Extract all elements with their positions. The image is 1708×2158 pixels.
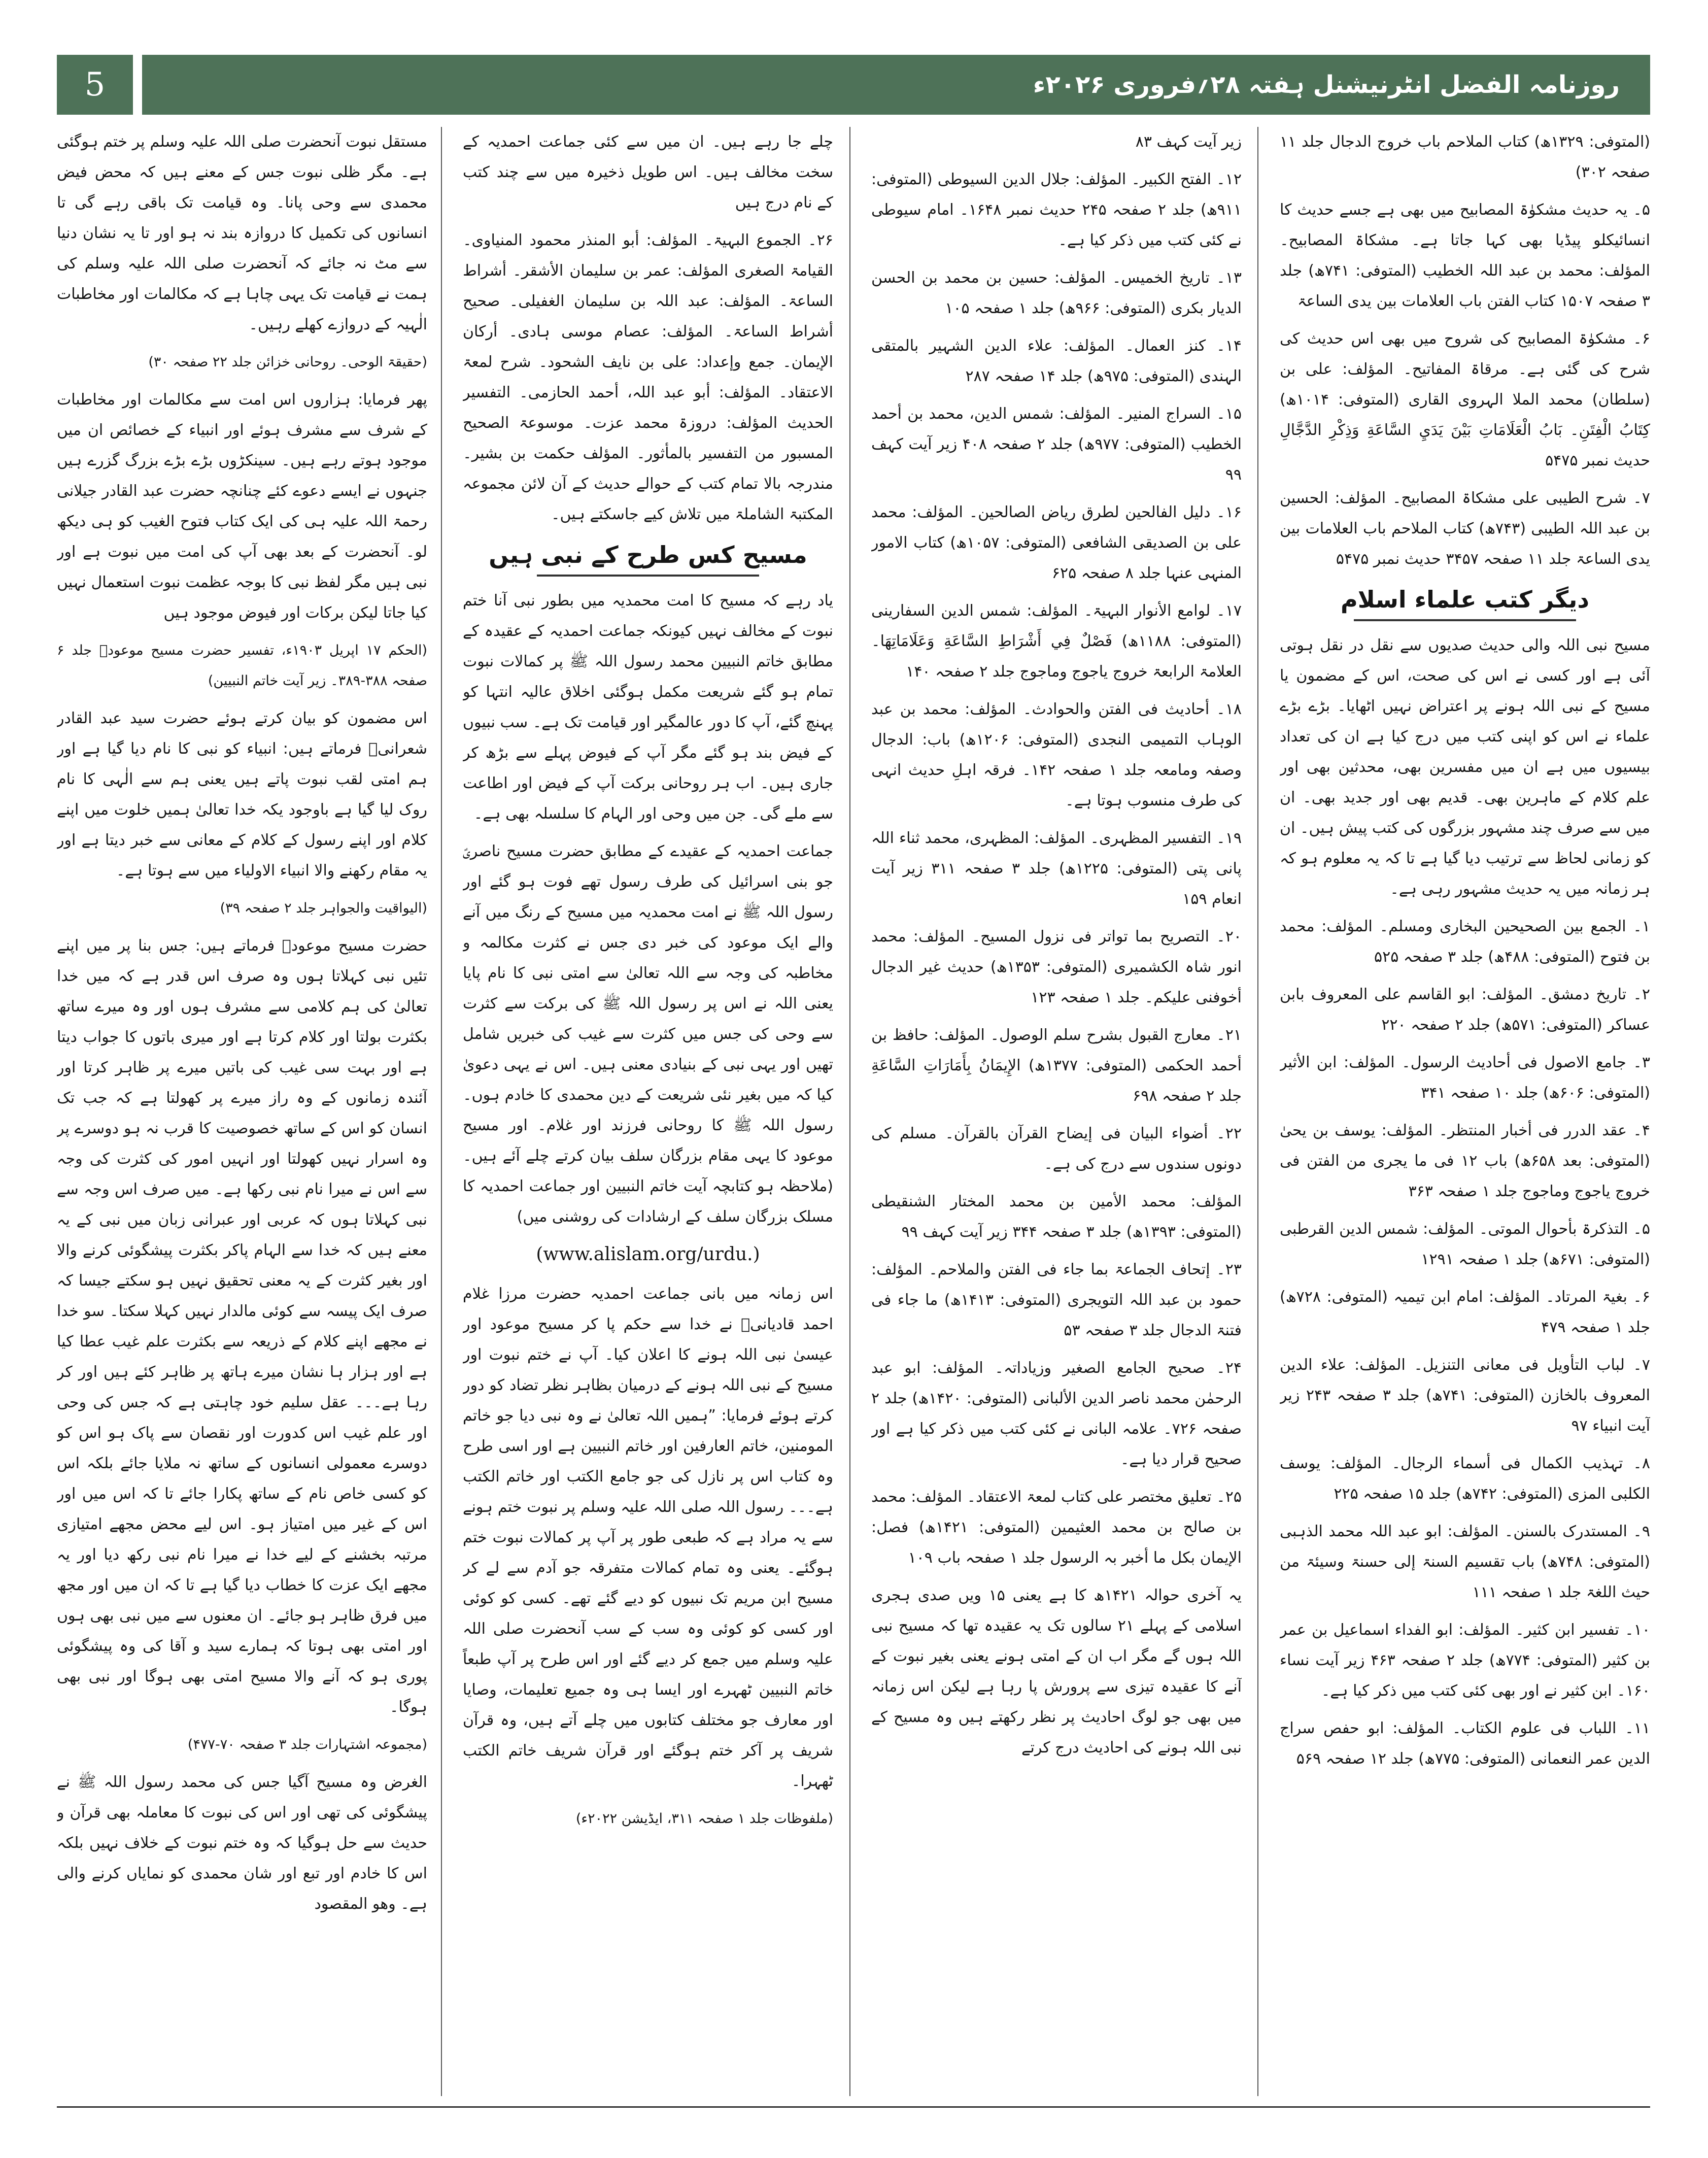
paragraph: ۱۳۔ تاریخ الخمیس۔ المؤلف: حسین بن محمد بن الحسن الدیار بکری (المتوفی: ۹۶۶ھ) جلد ۱ صفحہ ۱۰۵ (871, 269, 1242, 317)
paragraph: ۱۔ الجمع بین الصحیحین البخاری ومسلم۔ المؤلف: محمد بن فتوح (المتوفی: ۴۸۸ھ) جلد ۳ صفحہ ۵۲۵ (1280, 918, 1650, 966)
paragraph: ۹۔ المستدرک بالسنن۔ المؤلف: ابو عبد اللہ محمد الذہبی (المتوفی: ۷۴۸ھ) باب تقسیم السنۃ إلی حسنۃ وسیئۃ من حیث اللغۃ جلد ۱ صفحہ ۱۱۱ (1280, 1523, 1650, 1601)
reference: (ملفوظات جلد ۱ صفحہ ۳۱۱، ایڈیشن ۲۰۲۲ء) (575, 1811, 833, 1827)
paragraph: المؤلف: محمد الأمین بن محمد المختار الشنقیطی (المتوفی: ۱۳۹۳ھ) جلد ۳ صفحہ ۳۴۴ زیر آیت کہف ۹۹ (871, 1193, 1242, 1241)
paragraph: یاد رہے کہ مسیح کا امت محمدیہ میں بطور نبی آنا ختم نبوت کے مخالف نہیں کیونکہ جماعت احمدیہ کے عقیدہ کے مطابق خاتم النبیین محمد رسول اللہ ﷺ پر کمالات نبوت تمام ہو گئے شریعت مکمل ہوگئی اخلاق عالیہ انتہا کو پہنچ گئے، آپ کا دور عالمگیر اور قیامت تک ہے۔ سب نبیوں کے فیض بند ہو گئے مگر آپ کے فیوض پہلے سے بڑھ کر جاری ہیں۔ اب ہر روحانی برکت آپ کے فیض اور اطاعت سے ملے گی۔ جن میں وحی اور الہام کا سلسلہ بھی ہے۔ (463, 592, 833, 823)
paragraph: ۲۶۔ الجموع البہیۃ۔ المؤلف: أبو المنذر محمود المنیاوی۔ القیامۃ الصغری المؤلف: عمر بن سلیمان الأشقر۔ أشراط الساعۃ۔ المؤلف: عبد اللہ بن سلیمان الغفیلی۔ صحیح أشراط الساعۃ۔ المؤلف: عصام موسی ہادی۔ أرکان الإیمان۔ جمع وإعداد: علی بن نایف الشحود۔ شرح لمعۃ الاعتقاد۔ المؤلف: أبو عبد اللہ، أحمد الحازمی۔ التفسیر الحدیث المؤلف: دروزۃ محمد عزت۔ موسوعۃ الصحیح المسبور من التفسیر بالمأثور۔ المؤلف حکمت بن بشیر۔ مندرجہ بالا تمام کتب کے حوالے حدیث کے آن لائن مجموعہ المکتبۃ الشاملۃ میں تلاش کیے جاسکتے ہیں۔ (463, 231, 833, 523)
reference: (الیواقیت والجواہر جلد ۲ صفحہ ۳۹) (220, 900, 427, 916)
heading-underline (1354, 619, 1576, 621)
paragraph: ۱۴۔ کنز العمال۔ المؤلف: علاء الدین الشہیر بالمتقی الہندی (المتوفی: ۹۷۵ھ) جلد ۱۴ صفحہ ۲۸۷ (871, 337, 1242, 385)
paragraph: جماعت احمدیہ کے عقیدے کے مطابق حضرت مسیح ناصریؑ جو بنی اسرائیل کی طرف رسول تھے فوت ہو گئے اور رسول اللہ ﷺ نے امت محمدیہ میں مسیح کے رنگ میں آنے والے ایک موعود کی خبر دی جس نے کثرت مکالمہ و مخاطبہ کی وجہ سے اللہ تعالیٰ سے امتی نبی کا نام پایا یعنی اللہ نے اس پر رسول اللہ ﷺ کی برکت سے کثرت سے وحی کی جس میں کثرت سے غیب کی خبریں شامل تھیں اور یہی نبی کے بنیادی معنی ہیں۔ اس نے یہی دعویٰ کیا کہ میں بغیر نئی شریعت کے دین محمدی کا خادم ہوں۔ رسول اللہ ﷺ کا روحانی فرزند اور غلام۔ اور مسیح موعود کا یہی مقام بزرگان سلف بیان کرتے چلے آئے ہیں۔ (ملاحظہ ہو کتابچہ آیت خاتم النبیین اور جماعت احمدیہ کا مسلک بزرگان سلف کے ارشادات کی روشنی میں) (463, 842, 833, 1226)
column-1 (1280, 127, 1650, 2096)
column-divider (1257, 127, 1258, 2096)
section-heading-text: مسیح کس طرح کے نبی ہیں (489, 541, 807, 568)
paragraph: ۱۱۔ اللباب فی علوم الکتاب۔ المؤلف: ابو حفص سراج الدین عمر النعمانی (المتوفی: ۷۷۵ھ) جلد ۱۲ صفحہ ۵۶۹ (1280, 1719, 1650, 1768)
section-heading (1280, 582, 1650, 621)
paragraph: یہ آخری حوالہ ۱۴۲۱ھ کا ہے یعنی ۱۵ ویں صدی ہجری اسلامی کے پہلے ۲۱ سالوں تک یہ عقیدہ تھا کہ مسیح نبی اللہ ہوں گے مگر اب ان کے امتی ہونے یعنی بغیر نبوت کے آنے کا عقیدہ تیزی سے پرورش پا رہا ہے لیکن اس زمانہ میں بھی جو لوگ احادیث پر نظر رکھتے ہیں وہ مسیح کے نبی اللہ ہونے کی احادیث درج کرتے (871, 1587, 1242, 1757)
section-heading (463, 537, 833, 577)
paragraph: ۲۰۔ التصریح بما تواتر فی نزول المسیح۔ المؤلف: محمد انور شاہ الکشمیری (المتوفی: ۱۳۵۳ھ) حدیث غیر الدجال أخوفنی علیکم۔ جلد ۱ صفحہ ۱۲۳ (871, 928, 1242, 1006)
column-4 (57, 127, 427, 2096)
paragraph: ۶۔ مشکوٰۃ المصابیح کی شروح میں بھی اس حدیث کی شرح کی گئی ہے۔ مرقاۃ المفاتیح۔ المؤلف: علی بن (سلطان) محمد الملا الہروی القاری (المتوفی: ۱۰۱۴ھ) کِتَابُ الْفِتَنِ۔ بَابُ الْعَلَامَاتِ بَيْنَ يَدَيِ السَّاعَةِ وَذِكْرِ الدَّجَّالِ حدیث نمبر ۵۴۷۵ (1280, 330, 1650, 469)
masthead: روزنامہ الفضل انٹرنیشنل ہفتہ ۲۸؍فروری ۲۰۲۶ء (142, 55, 1650, 115)
website-link[interactable]: (www.alislam.org/urdu.) (536, 1244, 760, 1265)
column-divider (849, 127, 850, 2096)
paragraph: ۲۳۔ إتحاف الجماعۃ بما جاء فی الفتن والملاحم۔ المؤلف: حمود بن عبد اللہ التویجری (المتوفی: ۱۴۱۳ھ) ما جاء فی فتنۃ الدجال جلد ۳ صفحہ ۵۳ (871, 1261, 1242, 1339)
reference: (مجموعہ اشتہارات جلد ۳ صفحہ ۷۰-۴۷۷) (187, 1737, 427, 1752)
paragraph: ۱۰۔ تفسیر ابن کثیر۔ المؤلف: ابو الفداء اسماعیل بن عمر بن کثیر (المتوفی: ۷۷۴ھ) جلد ۲ صفحہ ۴۶۳ زیر آیت نساء ۱۶۰۔ ابن کثیر نے اور بھی کئی کتب میں ذکر کیا ہے۔ (1280, 1621, 1650, 1700)
paragraph: ۱۹۔ التفسیر المظہری۔ المؤلف: المظہری، محمد ثناء اللہ پانی پتی (المتوفی: ۱۲۲۵ھ) جلد ۳ صفحہ ۳۱۱ زیر آیت انعام ۱۵۹ (871, 829, 1242, 908)
column-divider (441, 127, 442, 2096)
paragraph: حضرت مسیح موعودؑ فرماتے ہیں: جس بنا پر میں اپنے تئیں نبی کہلاتا ہوں وہ صرف اس قدر ہے کہ میں خدا تعالیٰ کی ہم کلامی سے مشرف ہوں اور وہ میرے ساتھ بکثرت بولتا اور کلام کرتا ہے اور میری باتوں کا جواب دیتا ہے اور بہت سی غیب کی باتیں میرے پر ظاہر کرتا اور آئندہ زمانوں کے وہ راز میرے پر کھولتا ہے کہ جب تک انسان کو اس کے ساتھ خصوصیت کا قرب نہ ہو دوسرے پر وہ اسرار نہیں کھولتا اور انہیں امور کی کثرت کی وجہ سے اس نے میرا نام نبی رکھا ہے۔ میں صرف اس وجہ سے نبی کہلاتا ہوں کہ عربی اور عبرانی زبان میں نبی کے یہ معنے ہیں کہ خدا سے الہام پاکر بکثرت پیشگوئی کرنے والا اور بغیر کثرت کے یہ معنی تحقیق نہیں ہو سکتے جیسا کہ صرف ایک پیسہ سے کوئی مالدار نہیں کہلا سکتا۔ سو خدا نے مجھے اپنے کلام کے ذریعہ سے بکثرت علم غیب عطا کیا ہے اور ہزار ہا نشان میرے ہاتھ پر ظاہر کئے ہیں اور کر رہا ہے۔۔۔ عقل سلیم خود چاہتی ہے کہ جس کی وحی اور علم غیب اس کدورت اور نقصان سے پاک ہو اس کو دوسرے معمولی انسانوں کے ساتھ نہ ملایا جائے بلکہ اس کو کسی خاص نام کے ساتھ پکارا جائے تا کہ اس میں اور اس کے غیر میں امتیاز ہو۔ اس لیے محض مجھے امتیازی مرتبہ بخشنے کے لیے خدا نے میرا نام نبی رکھ دیا اور یہ مجھے ایک عزت کا خطاب دیا گیا ہے تا کہ ان میں اور مجھ میں فرق ظاہر ہو جائے۔ ان معنوں سے میں نبی بھی ہوں اور امتی بھی ہوتا کہ ہمارے سید و آقا کی وہ پیشگوئی پوری ہو کہ آنے والا مسیح امتی بھی ہوگا اور نبی بھی ہوگا۔ (57, 937, 427, 1716)
paragraph: ۵۔ یہ حدیث مشکوٰۃ المصابیح میں بھی ہے جسے حدیث کا انسائیکلو پیڈیا بھی کہا جاتا ہے۔ مشکاۃ المصابیح۔ المؤلف: محمد بن عبد اللہ الخطیب (المتوفی: ۷۴۱ھ) جلد ۳ صفحہ ۱۵۰۷ کتاب الفتن باب العلامات بین یدی الساعۃ (1280, 201, 1650, 310)
paragraph: ۷۔ شرح الطیبی علی مشکاۃ المصابیح۔ المؤلف: الحسین بن عبد اللہ الطیبی (۷۴۳ھ) کتاب الملاحم باب العلامات بین یدی الساعۃ جلد ۱۱ صفحہ ۳۴۵۷ حدیث نمبر ۵۴۷۵ (1280, 489, 1650, 568)
page-header (57, 55, 1650, 115)
paragraph: پھر فرمایا: ہزاروں اس امت سے مکالمات اور مخاطبات کے شرف سے مشرف ہوئے اور انبیاء کے خصائص ان میں موجود ہوتے رہے ہیں۔ سینکڑوں بڑے بڑے بزرگ گزرے ہیں جنہوں نے ایسے دعوے کئے چنانچہ حضرت عبد القادر جیلانی رحمۃ اللہ علیہ ہی کی ایک کتاب فتوح الغیب کو ہی دیکھ لو۔ آنحضرت کے بعد بھی آپ کی امت میں نبوت ہے اور نبی ہیں مگر لفظ نبی کا بوجہ عظمت نبوت استعمال نہیں کیا جاتا لیکن برکات اور فیوض موجود ہیں (57, 391, 427, 622)
paragraph: (المتوفی: ۱۳۲۹ھ) کتاب الملاحم باب خروج الدجال جلد ۱۱ صفحہ ۳۰۲) (1280, 133, 1650, 181)
paragraph: ۱۸۔ أحادیث فی الفتن والحوادث۔ المؤلف: محمد بن عبد الوہاب التمیمی النجدی (المتوفی: ۱۲۰۶ھ) باب: الدجال وصفہ ومامعہ جلد ۱ صفحہ ۱۴۲۔ فرقہ اہلِ حدیث انہی کی طرف منسوب ہوتا ہے۔ (871, 700, 1242, 810)
paragraph: اس مضمون کو بیان کرتے ہوئے حضرت سید عبد القادر شعرانیؒ فرماتے ہیں: انبیاء کو نبی کا نام دیا گیا ہے اور ہم امتی لقب نبوت پاتے ہیں یعنی ہم سے الٰہی کا نام روک لیا گیا ہے باوجود یکہ خدا تعالیٰ ہمیں خلوت میں اپنے کلام اور اپنے رسول کے کلام کے معانی سے خبر دیتا ہے اور یہ مقام رکھنے والا انبیاء الاولیاء میں سے ہوتا ہے۔ (57, 710, 427, 880)
heading-underline (537, 575, 759, 577)
paragraph: ۸۔ تہذیب الکمال فی أسماء الرجال۔ المؤلف: یوسف الکلبی المزی (المتوفی: ۷۴۲ھ) جلد ۱۵ صفحہ ۲۲۵ (1280, 1455, 1650, 1503)
paragraph: ۵۔ التذکرۃ بأحوال الموتی۔ المؤلف: شمس الدین القرطبی (المتوفی: ۶۷۱ھ) جلد ۱ صفحہ ۱۲۹۱ (1280, 1220, 1650, 1268)
reference: (الحکم ۱۷ اپریل ۱۹۰۳ء، تفسیر حضرت مسیح موعودؑ جلد ۶ صفحہ ۳۸۸-۳۸۹۔ زیر آیت خاتم النبیین) (57, 643, 427, 689)
paragraph: ۱۷۔ لوامع الأنوار البہیۃ۔ المؤلف: شمس الدین السفارینی (المتوفی: ۱۱۸۸ھ) فَصْلٌ فِي أَشْرَاطِ السَّاعَةِ وَعَلَامَاتِهَا۔ العلامۃ الرابعۃ خروج یاجوج وماجوج جلد ۲ صفحہ ۱۴۰ (871, 602, 1242, 681)
paragraph: ۱۵۔ السراج المنیر۔ المؤلف: شمس الدین، محمد بن أحمد الخطیب (المتوفی: ۹۷۷ھ) جلد ۲ صفحہ ۴۰۸ زیر آیت کہف ۹۹ (871, 405, 1242, 484)
paragraph: ۷۔ لباب التأویل فی معانی التنزیل۔ المؤلف: علاء الدین المعروف بالخازن (المتوفی: ۷۴۱ھ) جلد ۳ صفحہ ۲۴۳ زیر آیت انبیاء ۹۷ (1280, 1356, 1650, 1435)
paragraph: الغرض وہ مسیح آگیا جس کی محمد رسول اللہ ﷺ نے پیشگوئی کی تھی اور اس کی نبوت کا معاملہ بھی قرآن و حدیث سے حل ہوگیا کہ وہ ختم نبوت کے خلاف نہیں بلکہ اس کا خادم اور تبع اور شان محمدی کو نمایاں کرنے والی ہے۔ وھو المقصود (57, 1773, 427, 1913)
paragraph: اس زمانہ میں بانی جماعت احمدیہ حضرت مرزا غلام احمد قادیانیؑ نے خدا سے حکم پا کر مسیح موعود اور عیسیٰ نبی اللہ ہونے کا اعلان کیا۔ آپ نے ختم نبوت اور مسیح کے نبی اللہ ہونے کے درمیان بظاہر نظر تضاد کو دور کرتے ہوئے فرمایا: ”ہمیں اللہ تعالیٰ نے وہ نبی دیا جو خاتم المومنین، خاتم العارفین اور خاتم النبیین ہے اور اسی طرح وہ کتاب اس پر نازل کی جو جامع الکتب اور خاتم الکتب ہے۔۔۔ رسول اللہ صلی اللہ علیہ وسلم پر نبوت ختم ہونے سے یہ مراد ہے کہ طبعی طور پر آپ پر کمالات نبوت ختم ہوگئے۔ یعنی وہ تمام کمالات متفرقہ جو آدم سے لے کر مسیح ابن مریم تک نبیوں کو دیے گئے تھے۔ کسی کو کوئی اور کسی کو کوئی وہ سب کے سب آنحضرت صلی اللہ علیہ وسلم میں جمع کر دیے گئے اور اس طرح پر آپ طبعاً خاتم النبیین ٹھہرے اور ایسا ہی وہ جمیع تعلیمات، وصایا اور معارف جو مختلف کتابوں میں چلے آتے ہیں، وہ قرآن شریف پر آکر ختم ہوگئے اور قرآن شریف خاتم الکتب ٹھہرا۔ (463, 1285, 833, 1790)
reference: (حقیقۃ الوحی۔ روحانی خزائن جلد ۲۲ صفحہ ۳۰) (148, 354, 427, 370)
paragraph: ۲۵۔ تعلیق مختصر علی کتاب لمعۃ الاعتقاد۔ المؤلف: محمد بن صالح بن محمد العثیمین (المتوفی: ۱۴۲۱ھ) فصل: الإیمان بکل ما أخبر بہ الرسول جلد ۱ صفحہ باب ۱۰۹ (871, 1488, 1242, 1567)
section-heading-text: دیگر کتب علماء اسلام (1341, 586, 1589, 613)
paragraph: ۶۔ بغیۃ المرتاد۔ المؤلف: امام ابن تیمیہ (المتوفی: ۷۲۸ھ) جلد ۱ صفحہ ۴۷۹ (1280, 1288, 1650, 1336)
paragraph: ۱۲۔ الفتح الکبیر۔ المؤلف: جلال الدین السیوطی (المتوفی: ۹۱۱ھ) جلد ۲ صفحہ ۲۴۵ حدیث نمبر ۱۶۴۸۔ امام سیوطی نے کئی کتب میں ذکر کیا ہے۔ (871, 171, 1242, 249)
bottom-rule (57, 2106, 1650, 2108)
column-2 (871, 127, 1242, 2096)
paragraph: زیر آیت کہف ۸۳ (1135, 133, 1242, 151)
paragraph: ۱۶۔ دلیل الفالحین لطرق ریاض الصالحین۔ المؤلف: محمد علی بن الصدیقی الشافعی (المتوفی: ۱۰۵۷ھ) کتاب الامور المنہی عنہا جلد ۸ صفحہ ۶۲۵ (871, 503, 1242, 582)
paragraph: مسیح نبی اللہ والی حدیث صدیوں سے نقل در نقل ہوتی آئی ہے اور کسی نے اس کی صحت، اس کے مضمون یا مسیح کے نبی اللہ ہونے پر اعتراض نہیں اٹھایا۔ بڑے بڑے علماء نے اس کو اپنی کتب میں درج کیا ہے ان کی تعداد بیسیوں میں ہے ان میں مفسرین بھی، محدثین بھی اور علم کلام کے ماہرین بھی۔ قدیم بھی اور جدید بھی۔ ان میں سے صرف چند مشہور بزرگوں کی کتب پیش ہیں۔ ان کو زمانی لحاظ سے ترتیب دیا گیا ہے تا کہ یہ معلوم ہو کہ ہر زمانہ میں یہ حدیث مشہور رہی ہے۔ (1280, 636, 1650, 898)
paragraph: ۲۲۔ أضواء البیان فی إیضاح القرآن بالقرآن۔ مسلم کی دونوں سندوں سے درج کی ہے۔ (871, 1125, 1242, 1173)
paragraph: ۲۔ تاریخ دمشق۔ المؤلف: ابو القاسم علی المعروف بابن عساکر (المتوفی: ۵۷۱ھ) جلد ۲ صفحہ ۲۲۰ (1280, 986, 1650, 1034)
article-columns (57, 127, 1650, 2096)
paragraph: چلے جا رہے ہیں۔ ان میں سے کئی جماعت احمدیہ کے سخت مخالف ہیں۔ اس طویل ذخیرہ میں سے چند کتب کے نام درج ہیں (463, 133, 833, 212)
paragraph: ۴۔ عقد الدرر فی أخبار المنتظر۔ المؤلف: یوسف بن یحیٰ (المتوفی: بعد ۶۵۸ھ) باب ۱۲ فی ما یجری من الفتن فی خروج یاجوج وماجوج جلد ۱ صفحہ ۳۶۳ (1280, 1122, 1650, 1200)
paragraph: ۲۱۔ معارج القبول بشرح سلم الوصول۔ المؤلف: حافظ بن أحمد الحکمی (المتوفی: ۱۳۷۷ھ) الإِيمَانُ بِأَمَارَاتِ السَّاعَةِ جلد ۲ صفحہ ۶۹۸ (871, 1026, 1242, 1105)
paragraph: ۲۴۔ صحیح الجامع الصغیر وزیاداتہ۔ المؤلف: ابو عبد الرحمٰن محمد ناصر الدین الألبانی (المتوفی: ۱۴۲۰ھ) جلد ۲ صفحہ ۷۲۶۔ علامہ البانی نے کئی کتب میں ذکر کیا ہے اور صحیح قرار دیا ہے۔ (871, 1359, 1242, 1468)
column-3 (463, 127, 833, 2096)
page-number: 5 (57, 55, 133, 115)
paragraph: مستقل نبوت آنحضرت صلی اللہ علیہ وسلم پر ختم ہوگئی ہے۔ مگر ظلی نبوت جس کے معنے ہیں کہ محض فیض محمدی سے وحی پانا۔ وہ قیامت تک باقی رہے گی تا انسانوں کی تکمیل کا دروازہ بند نہ ہو اور تا یہ نشان دنیا سے مٹ نہ جائے کہ آنحضرت صلی اللہ علیہ وسلم کی ہمت نے قیامت تک یہی چاہا ہے کہ مکالمات اور مخاطبات الٰہیہ کے دروازے کھلے رہیں۔ (57, 133, 427, 333)
paragraph: ۳۔ جامع الاصول فی أحادیث الرسول۔ المؤلف: ابن الأثیر (المتوفی: ۶۰۶ھ) جلد ۱۰ صفحہ ۳۴۱ (1280, 1054, 1650, 1102)
